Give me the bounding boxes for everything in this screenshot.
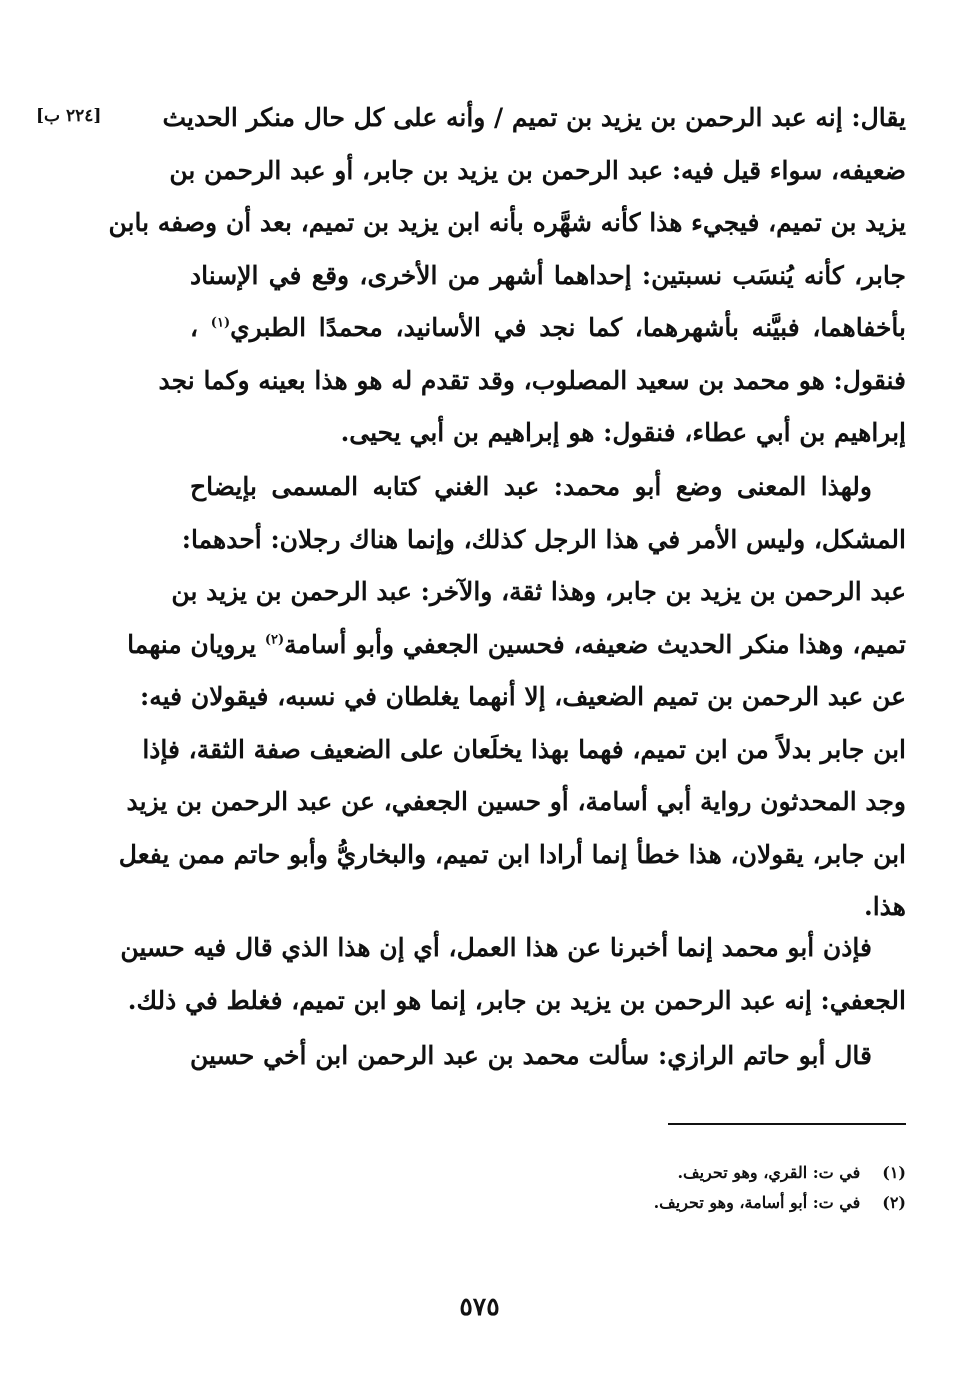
footnote: [654, 1188, 906, 1218]
paragraph-3: [120, 922, 906, 1027]
text-segment: بأخفاهما، فبيَّنه بأشهرهما، كما نجد في الأسانيد، محمدًا الطبري: [230, 313, 906, 342]
margin-folio-note: [٢٢٤ ب]: [36, 106, 102, 126]
text-line: وجد المحدثون رواية أبي أسامة، أو حسين الجعفي، عن عبد الرحمن بن يزيد: [126, 787, 906, 816]
text-line: إبراهيم بن أبي عطاء، فنقول: هو إبراهيم بن أبي يحيى.: [340, 418, 906, 447]
text-line: [190, 302, 906, 355]
text-line: ابن جابر بدلاً من ابن تميم، فهما بهذا يخلَعان على الضعيف صفة الثقة، فإذا: [142, 734, 906, 764]
footnote: [654, 1158, 906, 1188]
footnote-ref-2: (٢): [264, 632, 285, 648]
footnote-text: في ت: القري، وهو تحريف.: [677, 1163, 861, 1182]
text-line: عبد الرحمن بن يزيد بن جابر، وهذا ثقة، والآخر: عبد الرحمن بن يزيد بن: [171, 577, 906, 606]
footnote-separator: [668, 1123, 906, 1125]
text-line: [127, 619, 906, 672]
text-line: يزيد بن تميم، فيجيء هذا كأنه شهَّره بأنه ابن يزيد بن تميم، بعد أن وصفه بابن: [108, 208, 906, 237]
text-segment: يرويان منهما: [127, 629, 257, 659]
footnote-ref-1: (١): [210, 315, 231, 331]
text-segment: ،: [190, 313, 199, 342]
text-line: ضعيفه، سواء قيل فيه: عبد الرحمن بن يزيد بن جابر، أو عبد الرحمن بن: [169, 155, 906, 185]
text-line: ولهذا المعنى وضع أبو محمد: عبد الغني كتابه المسمى بإيضاح: [190, 472, 872, 501]
text-line: الجعفي: إنه عبد الرحمن بن يزيد بن جابر، إنما هو ابن تميم، فغلط في ذلك.: [127, 985, 906, 1015]
paragraph-1: [108, 92, 906, 460]
text-segment: تميم، وهذا منكر الحديث ضعيفه، فحسين الجعفي وأبو أسامة: [284, 629, 906, 659]
text-line: جابر، كأنه يُنسَب نسبتين: إحداهما أشهر من الأخرى، وقع في الإسناد: [190, 260, 906, 290]
footnote-number: (١): [882, 1163, 906, 1182]
text-line: يقال: إنه عبد الرحمن بن يزيد بن تميم / وأنه على كل حال منكر الحديث: [162, 103, 906, 132]
text-line: ابن جابر، يقولان، هذا خطأ إنما أرادا ابن تميم، والبخاريُّ وأبو حاتم ممن يفعل: [118, 839, 906, 869]
text-line: قال أبو حاتم الرازي: سألت محمد بن عبد الرحمن ابن أخي حسين: [190, 1041, 872, 1070]
text-line: فنقول: هو محمد بن سعيد المصلوب، وقد تقدم له هو هذا بعينه وكما نجد: [158, 365, 906, 395]
page-number: ٥٧٥: [459, 1292, 500, 1321]
paragraph-4: [190, 1030, 906, 1083]
paragraph-2: [118, 461, 906, 934]
text-line: هذا.: [864, 892, 906, 921]
text-line: المشكل، وليس الأمر في هذا الرجل كذلك، وإنما هناك رجلان: أحدهما:: [181, 524, 906, 554]
text-line: فإذن أبو محمد إنما أخبرنا عن هذا العمل، أي إن هذا الذي قال فيه حسين: [120, 933, 872, 962]
footnote-number: (٢): [882, 1193, 906, 1212]
footnotes: [654, 1158, 906, 1218]
footnote-text: في ت: أبو أسامة، وهو تحريف.: [653, 1193, 861, 1212]
text-line: عن عبد الرحمن بن تميم الضعيف، إلا أنهما يغلطان في نسبه، فيقولان فيه:: [140, 682, 906, 711]
